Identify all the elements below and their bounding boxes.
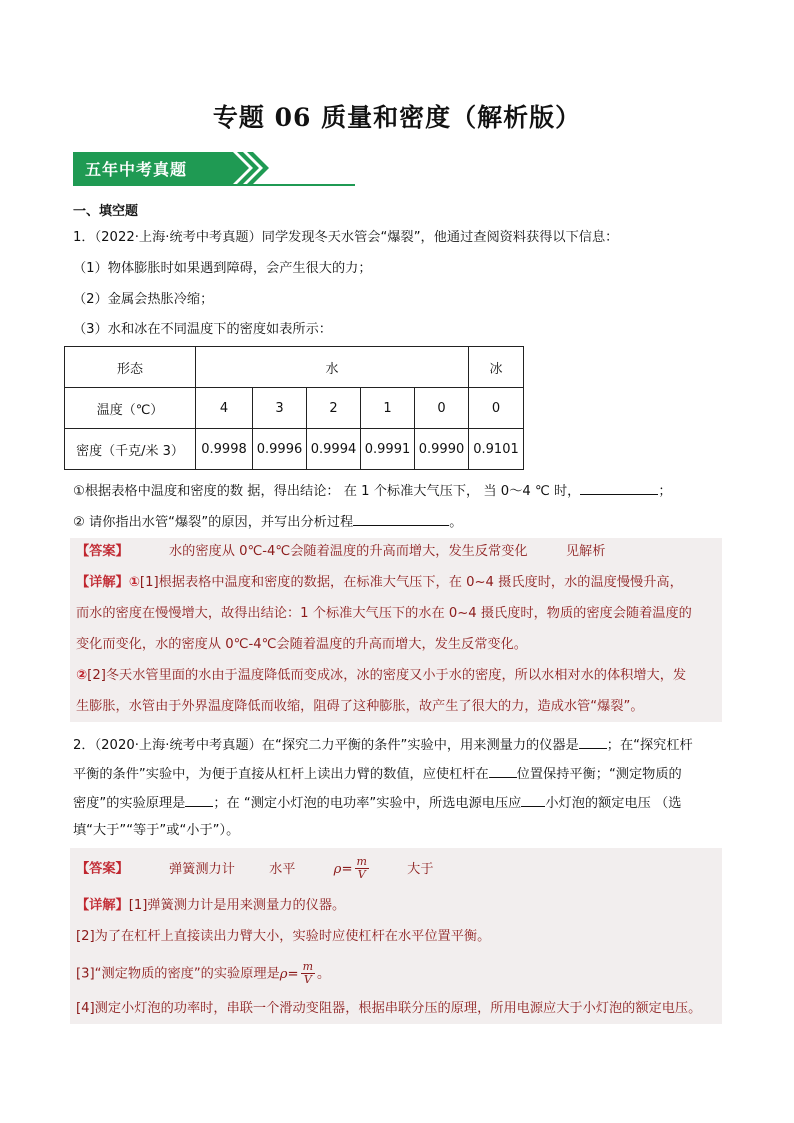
density-formula bbox=[279, 960, 317, 986]
q2-line-4: 填“大于”“等于”或“小于”）。 bbox=[73, 823, 240, 838]
q1-answer-1: 水的密度从 0℃-4℃会随着温度的升高而增大，发生反常变化 bbox=[168, 544, 528, 559]
q1-info-3: （3）水和冰在不同温度下的密度如表所示： bbox=[73, 322, 332, 337]
answer-blank bbox=[579, 734, 607, 749]
q2-detail-3 bbox=[76, 961, 330, 986]
formula-fraction bbox=[301, 961, 315, 986]
punctuation: 。 bbox=[449, 515, 463, 530]
q2-text: 平衡的条件”实验中，为便于直接从杠杆上读出力臂的数值，应使杠杆在 bbox=[73, 767, 489, 782]
q2-text: 密度”的实验原理是 bbox=[73, 796, 186, 811]
banner-underline bbox=[73, 184, 355, 186]
table-cell: 0.9998 bbox=[196, 429, 253, 470]
answer-blank bbox=[521, 792, 545, 807]
q2-text: ；在 “测定小灯泡的电功率”实验中，所选电源电压应 bbox=[213, 796, 522, 811]
q1-sub-1 bbox=[73, 480, 672, 502]
formula-eq: = bbox=[287, 966, 299, 982]
density-formula bbox=[333, 855, 371, 881]
table-row bbox=[65, 347, 524, 388]
table-cell: 冰 bbox=[469, 347, 524, 388]
formula-fraction bbox=[355, 856, 369, 881]
q1-info-2: （2）金属会热胀冷缩； bbox=[73, 292, 214, 307]
answer-blank bbox=[353, 511, 449, 526]
table-cell: 温度（℃） bbox=[65, 388, 196, 429]
q1-detail-1a bbox=[76, 572, 683, 594]
table-cell: 形态 bbox=[65, 347, 196, 388]
formula-den: V bbox=[357, 868, 366, 881]
answer-tag: 【答案】 bbox=[76, 544, 129, 559]
detail-text: [1]弹簧测力计是用来测量力的仪器。 bbox=[128, 898, 346, 913]
q2-text: ；在“探究杠杆 bbox=[606, 738, 693, 753]
answer-blank bbox=[489, 763, 517, 778]
q2-detail-4: [4]测定小灯泡的功率时，串联一个滑动变阻器，根据串联分压的原理，所用电源应大于小灯泡的额定电压。 bbox=[76, 1001, 702, 1016]
q2-text: 小灯泡的额定电压 （选 bbox=[545, 796, 682, 811]
q1-sub-2 bbox=[73, 511, 462, 533]
table-cell: 3 bbox=[253, 388, 307, 429]
table-row bbox=[65, 388, 524, 429]
q1-answer bbox=[76, 541, 605, 563]
punctuation: 。 bbox=[317, 966, 331, 982]
detail-tag: 【详解】 bbox=[76, 575, 129, 590]
density-table bbox=[64, 346, 524, 470]
table-cell: 0.9994 bbox=[307, 429, 361, 470]
q2-line-1 bbox=[73, 734, 693, 756]
q1-info-1: （1）物体膨胀时如果遇到障碍，会产生很大的力； bbox=[73, 261, 372, 276]
detail-tag: 【详解】 bbox=[76, 898, 129, 913]
q2-text: 位置保持平衡；“测定物质的 bbox=[516, 767, 682, 782]
q2-answer bbox=[76, 856, 434, 881]
table-row bbox=[65, 429, 524, 470]
table-cell: 1 bbox=[361, 388, 415, 429]
table-cell: 0.9991 bbox=[361, 429, 415, 470]
q2-text: 2．（2020·上海·统考中考真题）在“探究二力平衡的条件”实验中，用来测量力的仪器是 bbox=[73, 738, 579, 753]
banner-stripes-icon bbox=[221, 152, 281, 184]
formula-rho: ρ bbox=[333, 861, 342, 877]
q2-detail-1 bbox=[76, 895, 345, 917]
q1-answer-2: 见解析 bbox=[565, 544, 606, 559]
q2-answer-3: 大于 bbox=[407, 861, 434, 877]
page-title: 专题 06 质量和密度（解析版） bbox=[212, 103, 582, 132]
table-cell: 0.9990 bbox=[415, 429, 469, 470]
q1-detail-1b: 而水的密度在慢慢增大，故得出结论：1 个标准大气压下的水在 0~4 摄氏度时，物质的密度会随着温度的 bbox=[76, 606, 692, 621]
table-cell: 密度（千克/米 3） bbox=[65, 429, 196, 470]
formula-num: m bbox=[302, 960, 314, 973]
circle-mark: ② bbox=[76, 668, 88, 683]
formula-eq: = bbox=[341, 861, 353, 877]
table-cell: 水 bbox=[196, 347, 469, 388]
section-heading: 一、填空题 bbox=[73, 204, 139, 219]
q1-answer-band bbox=[70, 538, 722, 722]
table-cell: 4 bbox=[196, 388, 253, 429]
detail-text: [2]冬天水管里面的水由于温度降低而变成冰，冰的密度又小于水的密度，所以水相对水的体积增大，发 bbox=[87, 668, 687, 683]
q1-detail-1c: 变化而变化，水的密度从 0℃-4℃会随着温度的升高而增大，发生反常变化。 bbox=[76, 637, 527, 652]
q2-detail-2: [2]为了在杠杆上直接读出力臂大小，实验时应使杠杆在水平位置平衡。 bbox=[76, 929, 491, 944]
table-cell: 0 bbox=[469, 388, 524, 429]
q1-detail-2a bbox=[76, 665, 686, 687]
q1-detail-2b: 生膨胀，水管由于外界温度降低而收缩，阻碍了这种膨胀，故产生了很大的力，造成水管“爆裂”。 bbox=[76, 699, 644, 714]
section-banner bbox=[73, 152, 355, 186]
q2-answer-1: 弹簧测力计 bbox=[168, 861, 235, 877]
detail-text: [3]“测定物质的密度”的实验原理是 bbox=[76, 966, 280, 982]
formula-den: V bbox=[303, 973, 312, 986]
table-cell: 0 bbox=[415, 388, 469, 429]
circle-mark: ① bbox=[128, 575, 140, 590]
punctuation: ； bbox=[658, 484, 672, 499]
table-cell: 0.9101 bbox=[469, 429, 524, 470]
answer-blank bbox=[185, 792, 213, 807]
banner-label: 五年中考真题 bbox=[85, 160, 188, 179]
detail-text: [1]根据表格中温度和密度的数据，在标准大气压下，在 0~4 摄氏度时，水的温度慢慢升高， bbox=[139, 575, 683, 590]
q2-line-2 bbox=[73, 763, 682, 785]
table-cell: 0.9996 bbox=[253, 429, 307, 470]
answer-blank bbox=[580, 480, 658, 495]
answer-tag: 【答案】 bbox=[76, 861, 129, 877]
q1-sub-1-text: ①根据表格中温度和密度的数 据，得出结论： 在 1 个标准大气压下， 当 0～4 ℃ 时， bbox=[73, 484, 581, 499]
q1-stem: 1．（2022·上海·统考中考真题）同学发现冬天水管会“爆裂”，他通过查阅资料获得以下信息： bbox=[73, 230, 619, 245]
formula-num: m bbox=[356, 855, 367, 868]
table-cell: 2 bbox=[307, 388, 361, 429]
q1-sub-2-text: ② 请你指出水管“爆裂”的原因，并写出分析过程 bbox=[73, 515, 354, 530]
formula-rho: ρ bbox=[279, 966, 288, 982]
q2-answer-2: 水平 bbox=[269, 861, 296, 877]
q2-line-3 bbox=[73, 792, 681, 814]
